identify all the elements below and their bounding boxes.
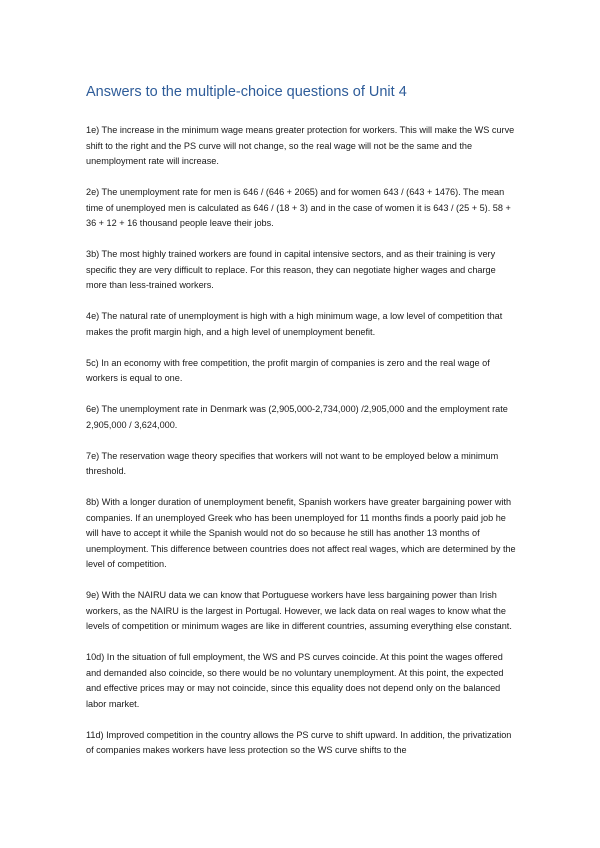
answer-2: 2e) The unemployment rate for men is 646 / (646 + 2065) and for women 643 / (643 + 1476). The mean time of unemployed men is calculated as 646 / (18 + 3) and in the case of women it is 643 / (25 + 5). 58 + 36 + 12 + 16 thousand people leave their jobs. (86, 187, 511, 228)
answer-11: 11d) Improved competition in the country allows the PS curve to shift upward. In addition, the privatization of companies makes workers have less protection so the WS curve shifts to the (86, 729, 512, 755)
answer-1: 1e) The increase in the minimum wage means greater protection for workers. This will make the WS curve shift to the right and the PS curve will not change, so the real wage will not be the same and the unemployment rate will increase. (86, 125, 515, 166)
answer-9: 9e) With the NAIRU data we can know that Portuguese workers have less bargaining power than Irish workers, as the NAIRU is the largest in Portugal. However, we lack data on real wages to know what the levels of competition or minimum wages are like in different countries, assuming everything else constant. (86, 590, 512, 631)
answer-3: 3b) The most highly trained workers are found in capital intensive sectors, and as their training is very specific they are very difficult to replace. For this reason, they can negotiate higher wages and charge more than less-trained workers. (86, 249, 496, 290)
answer-7: 7e) The reservation wage theory specifies that workers will not want to be employed below a minimum threshold. (86, 450, 499, 476)
answer-8: 8b) With a longer duration of unemployment benefit, Spanish workers have greater bargaining power with companies. If an unemployed Greek who has been unemployed for 11 months finds a poorly paid job he will have to accept it while the Spanish would not do so because he still has another 13 months of unemployment. This difference between countries does not affect real wages, which are determined by the level of competition. (86, 497, 516, 569)
answer-4: 4e) The natural rate of unemployment is high with a high minimum wage, a low level of competition that makes the profit margin high, and a high level of unemployment benefit. (86, 311, 503, 337)
answer-5: 5c) In an economy with free competition, the profit margin of companies is zero and the real wage of workers is equal to one. (86, 357, 490, 383)
answers-list (86, 123, 516, 774)
answer-6: 6e) The unemployment rate in Denmark was (2,905,000-2,734,000) /2,905,000 and the employment rate 2,905,000 / 3,624,000. (86, 404, 508, 430)
answer-10: 10d) In the situation of full employment, the WS and PS curves coincide. At this point the wages offered and demanded also coincide, so there would be no voluntary unemployment. At this point, the expected and effective prices may or may not coincide, since this equality does not depend only on the balanced labor market. (86, 652, 504, 709)
page-title: Answers to the multiple-choice questions of Unit 4 (86, 84, 407, 100)
